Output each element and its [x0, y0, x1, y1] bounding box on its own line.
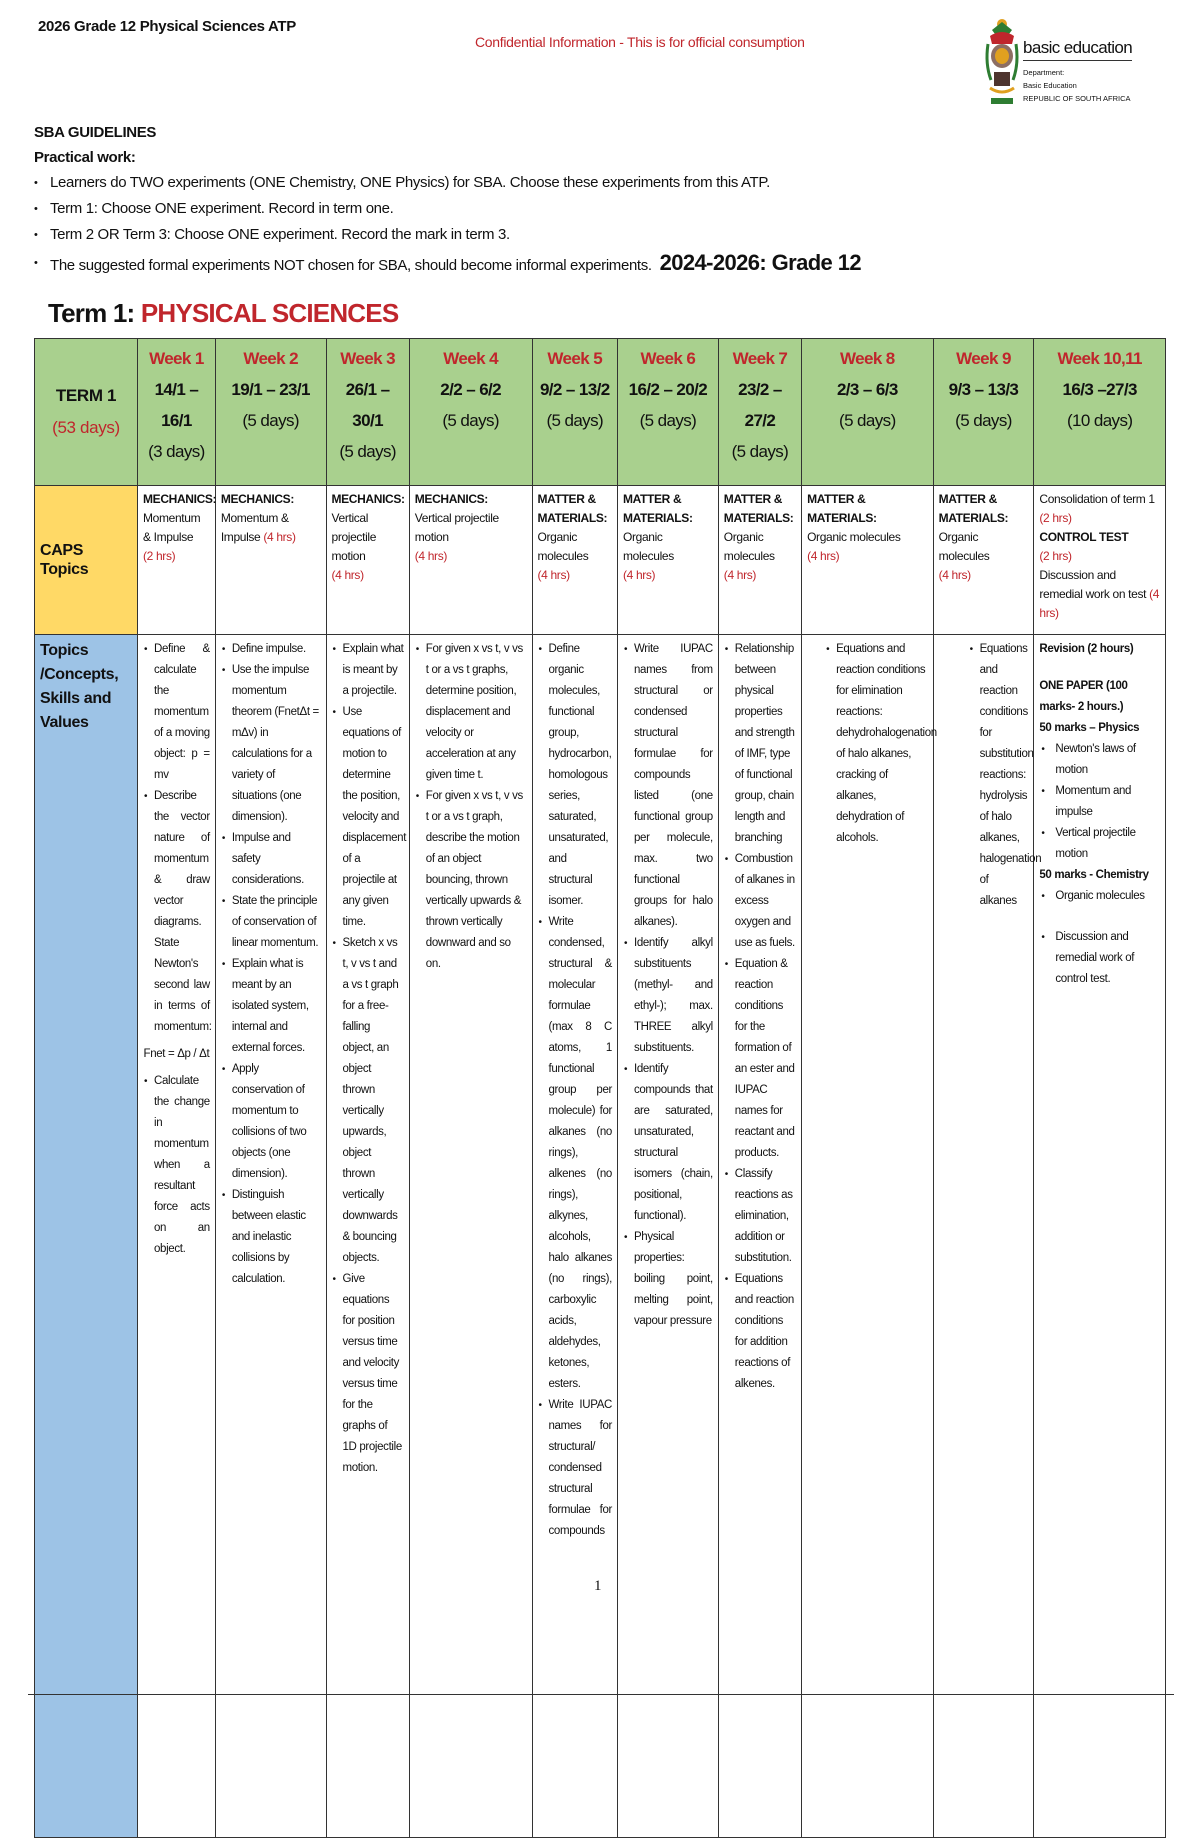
- topics-cell-week-9: • Equations and reaction conditions for substitution reactions: hydrolysis of halo alkanes, halogenation of alkanes: [933, 635, 1034, 1838]
- annual-teaching-plan-table: [34, 338, 1166, 1838]
- term-heading: Term 1: PHYSICAL SCIENCES: [48, 298, 399, 328]
- weeks-row: [35, 339, 1166, 486]
- footer-divider: [28, 1694, 1174, 1695]
- caps-cell: MATTER & MATERIALS: Organic molecules (4 hrs): [933, 486, 1034, 635]
- topics-cell-week-4: • For given x vs t, v vs t or a vs t graphs, determine position, displacement and velocity or acceleration at any given time t. • For given x vs t, v vs t or a vs t graph, describe the motion of an object bouncing, thrown vertically upwards & thrown vertically downward and so on.: [409, 635, 532, 1838]
- topics-cell-week-1: • Define & calculate the momentum of a moving object: p = mv • Describe the vector nature of momentum & draw vector diagrams. State Newton's second law in terms of momentum: Fnet = Δp / Δt • Calculate the change in momentum when a resultant force acts on an object.: [138, 635, 216, 1838]
- week-header: Week 8 2/3 – 6/3 (5 days): [802, 339, 934, 486]
- caps-cell: MATTER & MATERIALS: Organic molecules (4 hrs): [718, 486, 801, 635]
- page-number: 1: [594, 1578, 602, 1594]
- sba-bullet-list: [34, 170, 1164, 281]
- week-header: Week 3 26/1 – 30/1 (5 days): [326, 339, 409, 486]
- week-header: Week 9 9/3 – 13/3 (5 days): [933, 339, 1034, 486]
- week-header: Week 2 19/1 – 23/1 (5 days): [215, 339, 326, 486]
- logo-brand-text: basic education: [1023, 38, 1132, 61]
- document-title: 2026 Grade 12 Physical Sciences ATP: [38, 18, 296, 35]
- logo-department-text: Department: Basic Education REPUBLIC OF SOUTH AFRICA: [1023, 68, 1131, 103]
- caps-cell: MATTER & MATERIALS: Organic molecules (4 hrs): [617, 486, 718, 635]
- confidential-notice: Confidential Information - This is for official consumption: [475, 34, 805, 50]
- caps-cell: Consolidation of term 1 (2 hrs) CONTROL TEST (2 hrs) Discussion and remedial work on test (4 hrs): [1034, 486, 1166, 635]
- sba-subheading: Practical work:: [34, 149, 136, 166]
- topics-cell-week-8: • Equations and reaction conditions for elimination reactions: dehydrohalogenation of halo alkanes, cracking of alkanes, dehydration of alcohols.: [802, 635, 934, 1838]
- term-cell: TERM 1 (53 days): [35, 339, 138, 486]
- sba-bullet: • Term 1: Choose ONE experiment. Record in term one.: [34, 196, 1164, 222]
- sba-guidelines: [34, 120, 1164, 281]
- caps-cell: MATTER & MATERIALS: Organic molecules (4 hrs): [532, 486, 617, 635]
- coat-of-arms-icon: [985, 14, 1019, 118]
- sba-bullet: • Learners do TWO experiments (ONE Chemistry, ONE Physics) for SBA. Choose these experiments from this ATP.: [34, 170, 1164, 196]
- week-header: Week 10,11 16/3 –27/3 (10 days): [1034, 339, 1166, 486]
- topics-cell-week-3: • Explain what is meant by a projectile. • Use equations of motion to determine the position, velocity and displacement of a projectile at any given time. • Sketch x vs t, v vs t and a vs t graph for a free-falling object, an object thrown vertically upwards, object thrown vertically downwards & bouncing objects. • Give equations for position versus time and velocity versus time for the graphs of 1D projectile motion.: [326, 635, 409, 1838]
- topics-cell-week-5: • Define organic molecules, functional group, hydrocarbon, homologous series, saturated, unsaturated, and structural isomer. • Write condensed, structural & molecular formulae (max 8 C atoms, 1 functional group per molecule) for alkanes (no rings), alkenes (no rings), alkynes, alcohols, halo alkanes (no rings), carboxylic acids, aldehydes, ketones, esters. • Write IUPAC names for structural/ condensed structural formulae for compounds: [532, 635, 617, 1838]
- sba-bullet: • The suggested formal experiments NOT chosen for SBA, should become informal experiments. 2024-2026: Grade 12: [34, 248, 1164, 281]
- sba-bullet: • Term 2 OR Term 3: Choose ONE experiment. Record the mark in term 3.: [34, 222, 1164, 248]
- topics-row: [35, 635, 1166, 1838]
- caps-cell: MECHANICS: Vertical projectile motion (4 hrs): [326, 486, 409, 635]
- sba-heading: SBA GUIDELINES: [34, 124, 157, 141]
- caps-topics-label: CAPS Topics: [35, 486, 138, 635]
- caps-cell: MECHANICS: Momentum & Impulse (4 hrs): [215, 486, 326, 635]
- week-header: Week 7 23/2 – 27/2 (5 days): [718, 339, 801, 486]
- topics-cell-week-2: • Define impulse. • Use the impulse momentum theorem (FnetΔt = mΔv) in calculations for a variety of situations (one dimension). • Impulse and safety considerations. • State the principle of conservation of linear momentum. • Explain what is meant by an isolated system, internal and external forces. • Apply conservation of momentum to collisions of two objects (one dimension). • Distinguish between elastic and inelastic collisions by calculation.: [215, 635, 326, 1838]
- year-title: 2024-2026: Grade 12: [659, 250, 861, 275]
- topics-cell-week-6: • Write IUPAC names from structural or condensed structural formulae for compounds listed (one functional group per molecule, max. two functional groups for halo alkanes). • Identify alkyl substituents (methyl- and ethyl-); max. THREE alkyl substituents. • Identify compounds that are saturated, unsaturated, structural isomers (chain, positional, functional). • Physical properties: boiling point, melting point, vapour pressure: [617, 635, 718, 1838]
- caps-topics-row: [35, 486, 1166, 635]
- week-header: Week 1 14/1 – 16/1 (3 days): [138, 339, 216, 486]
- week-header: Week 4 2/2 – 6/2 (5 days): [409, 339, 532, 486]
- week-header: Week 5 9/2 – 13/2 (5 days): [532, 339, 617, 486]
- topics-cell-week-7: • Relationship between physical properties and strength of IMF, type of functional group, chain length and branching • Combustion of alkanes in excess oxygen and use as fuels. • Equation & reaction conditions for the formation of an ester and IUPAC names for reactant and products. • Classify reactions as elimination, addition or substitution. • Equations and reaction conditions for addition reactions of alkenes.: [718, 635, 801, 1838]
- caps-cell: MECHANICS: Vertical projectile motion (4 hrs): [409, 486, 532, 635]
- topics-label: Topics /Concepts, Skills and Values: [35, 635, 138, 1838]
- topics-cell-week-10-11: Revision (2 hours) ONE PAPER (100 marks- 2 hours.) 50 marks – Physics • Newton's laws of motion • Momentum and impulse • Vertical projectile motion 50 marks - Chemistry • Organic molecules • Discussion and remedial work of control test.: [1034, 635, 1166, 1838]
- caps-cell: MECHANICS: Momentum & Impulse (2 hrs): [138, 486, 216, 635]
- caps-cell: MATTER & MATERIALS: Organic molecules (4 hrs): [802, 486, 934, 635]
- department-logo: [985, 14, 1133, 124]
- week-header: Week 6 16/2 – 20/2 (5 days): [617, 339, 718, 486]
- momentum-formula: Fnet = Δp / Δt: [143, 1048, 210, 1060]
